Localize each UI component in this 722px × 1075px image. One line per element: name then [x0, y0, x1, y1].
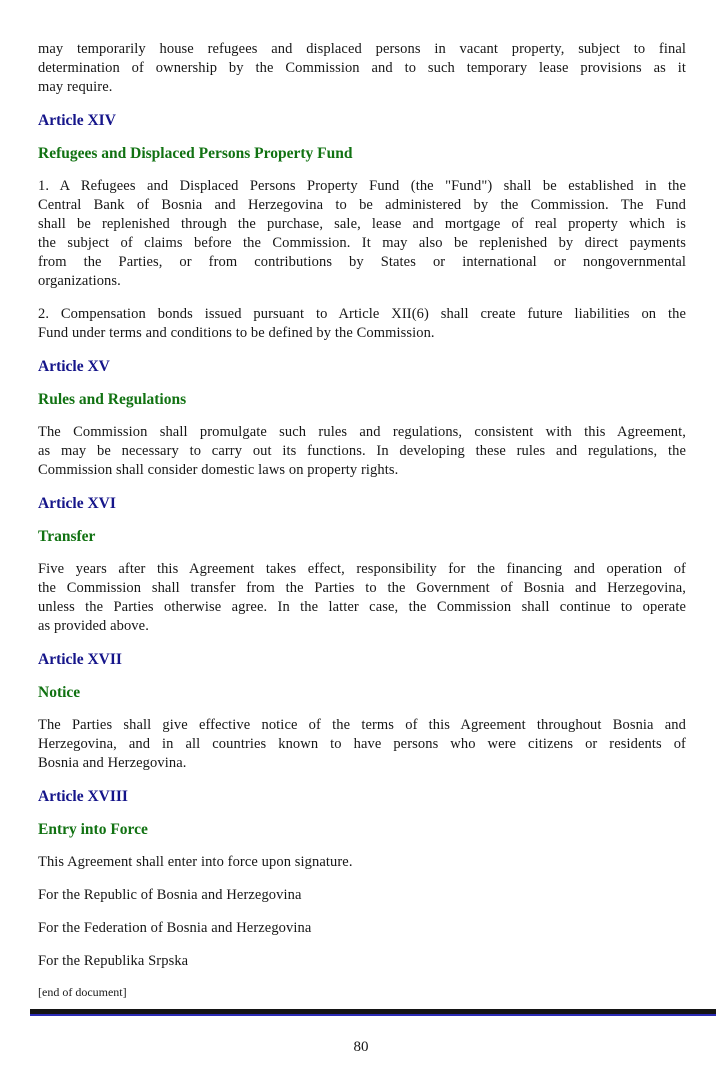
- text-line: For the Federation of Bosnia and Herzegovina: [38, 920, 312, 936]
- text-line: the Commission shall transfer from the Parties to the Government of Bosnia and Herzegovina,: [38, 580, 686, 596]
- plain-line-block: [38, 952, 686, 971]
- article-heading: Article XVIII: [38, 788, 128, 805]
- section-title: Entry into Force: [38, 821, 148, 838]
- text-line: from the Parties, or from contributions by States or international or nongovernmental: [38, 254, 686, 270]
- plain-line-block: [38, 919, 686, 938]
- section-title: Notice: [38, 684, 81, 701]
- article-heading: Article XV: [38, 358, 110, 375]
- end-of-document-note: [end of document]: [38, 985, 127, 999]
- text-line: as may be necessary to carry out its functions. In developing these rules and regulations, the: [38, 443, 686, 459]
- paragraph: [38, 177, 686, 291]
- section-title: Transfer: [38, 528, 96, 545]
- text-line: For the Republika Srpska: [38, 953, 189, 969]
- page-number: 80: [353, 1039, 369, 1055]
- plain-line-block: [38, 886, 686, 905]
- text-line: For the Republic of Bosnia and Herzegovina: [38, 887, 302, 903]
- section-title: Rules and Regulations: [38, 391, 187, 408]
- plain-line-block: [38, 853, 686, 872]
- paragraph: [38, 423, 686, 480]
- text-line: Central Bank of Bosnia and Herzegovina to be administered by the Commission. The Fund: [38, 197, 686, 213]
- text-line: This Agreement shall enter into force upon signature.: [38, 854, 353, 870]
- section-title: Refugees and Displaced Persons Property Fund: [38, 145, 353, 162]
- paragraph: [38, 305, 686, 343]
- text-line: shall be replenished through the purchase, sale, lease and mortgage of real property which is: [38, 216, 686, 232]
- text-line: Bosnia and Herzegovina.: [38, 755, 187, 771]
- text-line: may temporarily house refugees and displaced persons in vacant property, subject to final: [38, 41, 686, 57]
- paragraph: [38, 716, 686, 773]
- text-line: may require.: [38, 79, 113, 95]
- text-line: Commission shall consider domestic laws on property rights.: [38, 462, 399, 478]
- article-heading: Article XIV: [38, 112, 116, 129]
- text-line: determination of ownership by the Commission and to such temporary lease provisions as it: [38, 60, 686, 76]
- article-heading: Article XVI: [38, 495, 116, 512]
- text-line: The Commission shall promulgate such rules and regulations, consistent with this Agreement,: [38, 424, 686, 440]
- text-line: unless the Parties otherwise agree. In the latter case, the Commission shall continue to operate: [38, 599, 686, 615]
- text-line: 2. Compensation bonds issued pursuant to Article XII(6) shall create future liabilities on the: [38, 306, 686, 322]
- text-line: Fund under terms and conditions to be defined by the Commission.: [38, 325, 435, 341]
- paragraph: [38, 560, 686, 636]
- text-line: Herzegovina, and in all countries known to have persons who were citizens or residents of: [38, 736, 686, 752]
- text-line: Five years after this Agreement takes effect, responsibility for the financing and operation of: [38, 561, 686, 577]
- paragraph: [38, 40, 686, 97]
- text-line: 1. A Refugees and Displaced Persons Property Fund (the "Fund") shall be established in the: [38, 178, 686, 194]
- text-line: organizations.: [38, 273, 121, 289]
- text-line: the subject of claims before the Commission. It may also be replenished by direct payments: [38, 235, 686, 251]
- text-line: as provided above.: [38, 618, 149, 634]
- text-line: The Parties shall give effective notice of the terms of this Agreement throughout Bosnia and: [38, 717, 686, 733]
- article-heading: Article XVII: [38, 651, 122, 668]
- footer-rule: [30, 1009, 716, 1016]
